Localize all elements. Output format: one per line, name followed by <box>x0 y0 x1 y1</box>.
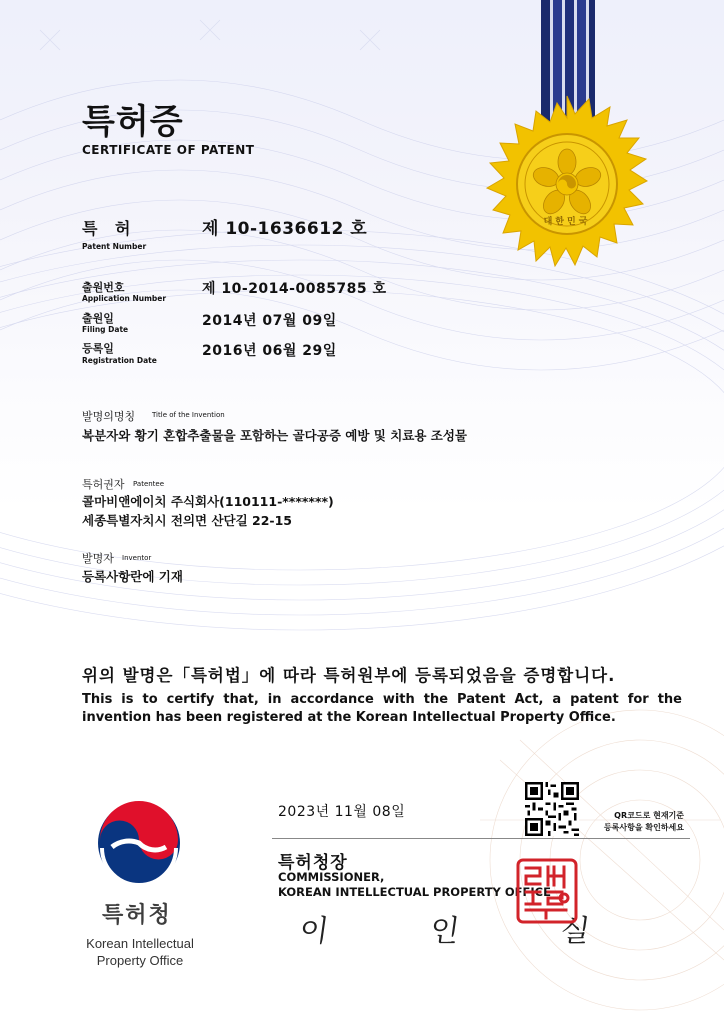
patentee-address: 세종특별자치시 전의면 산단길 22-15 <box>82 513 293 528</box>
issue-date: 2023년 11월 08일 <box>278 804 406 820</box>
qr-code[interactable] <box>525 782 579 836</box>
inventor-label-en: Inventor <box>122 554 152 562</box>
gold-seal <box>478 95 656 273</box>
inventor-label-ko: 발명자 <box>82 552 114 565</box>
application-number-label-ko: 출원번호 <box>82 281 125 294</box>
qr-note <box>584 810 684 834</box>
patent-number-label-en: Patent Number <box>82 242 147 251</box>
invention-title-label-en: Title of the Invention <box>152 411 225 419</box>
patentee-label-en: Patentee <box>133 480 165 488</box>
statement-en: This is to certify that, in accordance with the Patent Act, a patent for the invention has been registered at the Korean Intellectual Property Office. <box>82 692 682 725</box>
seal-text: 대한민국 <box>543 217 591 227</box>
qr-note-line2: 등록사항을 확인하세요 <box>603 823 684 832</box>
official-stamp <box>516 858 578 924</box>
patent-number-label-ko: 특 허 <box>82 219 137 238</box>
divider <box>272 838 690 839</box>
inventor-value: 등록사항란에 기재 <box>82 569 183 584</box>
registration-date-value: 2016년 06월 29일 <box>202 343 337 359</box>
kipo-name-ko: 특허청 <box>102 903 172 928</box>
filing-date-value: 2014년 07월 09일 <box>202 313 337 329</box>
registration-date-label-ko: 등록일 <box>82 342 114 355</box>
kipo-name-en-line1: Korean Intellectual <box>86 936 194 951</box>
filing-date-label-en: Filing Date <box>82 325 129 334</box>
patent-number-value: 제 10-1636612 호 <box>202 219 368 239</box>
commissioner-title-en-line1: COMMISSIONER, <box>278 870 385 884</box>
statement-ko: 위의 발명은「특허법」에 따라 특허원부에 등록되었음을 증명합니다. <box>82 666 616 685</box>
kipo-emblem-icon <box>96 800 182 886</box>
certificate-title-en: CERTIFICATE OF PATENT <box>82 143 255 157</box>
commissioner-title-en-line2: KOREAN INTELLECTUAL PROPERTY OFFICE <box>278 885 551 899</box>
patentee-label-ko: 특허권자 <box>82 478 125 491</box>
application-number-value: 제 10-2014-0085785 호 <box>202 281 387 297</box>
invention-title-value: 복분자와 황기 혼합추출물을 포함하는 골다공증 예방 및 치료용 조성물 <box>82 428 467 443</box>
certificate-title-ko: 특허증 <box>82 102 184 142</box>
application-number-label-en: Application Number <box>82 294 167 303</box>
filing-date-label-ko: 출원일 <box>82 312 114 325</box>
qr-note-line1: QR코드로 현재기준 <box>614 811 684 820</box>
invention-title-label-ko: 발명의명칭 <box>82 410 136 423</box>
commissioner-signature: 이 인 실 <box>297 914 638 949</box>
kipo-name-en-line2: Property Office <box>96 953 184 968</box>
patentee-name: 콜마비앤에이치 주식회사(110111-*******) <box>82 494 334 509</box>
registration-date-label-en: Registration Date <box>82 356 157 365</box>
commissioner-title-ko: 특허청장 <box>278 853 348 873</box>
